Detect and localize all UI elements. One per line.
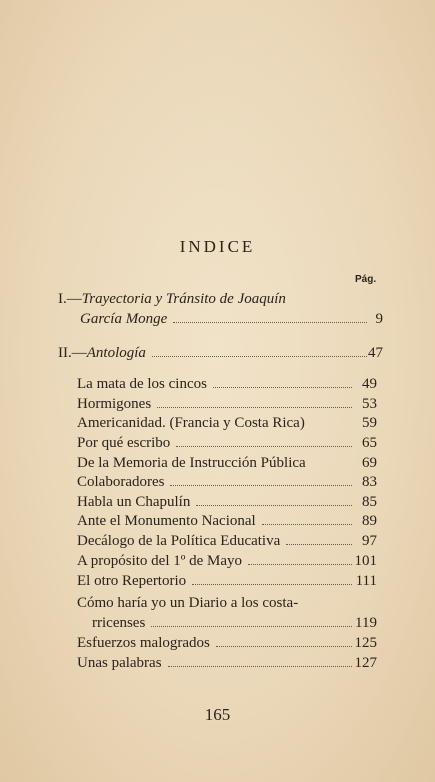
part-two-numeral: II.— <box>58 345 87 361</box>
dot-leader <box>286 544 352 545</box>
index-title: INDICE <box>179 237 256 256</box>
toc-entry-page: 125 <box>354 635 377 651</box>
toc-entry-label: Ante el Monumento Nacional <box>77 513 256 529</box>
dot-leader <box>192 584 352 585</box>
toc-entry-label: Por qué escribo <box>77 435 171 451</box>
dot-leader <box>262 524 352 525</box>
dot-leader <box>168 666 352 667</box>
toc-entry-page: 65 <box>362 435 377 451</box>
dot-leader <box>176 446 352 447</box>
toc-entry-label: Decálogo de la Política Educativa <box>77 533 281 549</box>
toc-entry-page: 127 <box>354 655 377 671</box>
toc-entry-label-line1: Cómo haría yo un Diario a los costa- <box>77 595 299 611</box>
dot-leader <box>216 646 352 647</box>
toc-entry-page: 49 <box>362 376 377 392</box>
dot-leader <box>196 505 352 506</box>
toc-entry-label-line2: rricenses <box>92 615 146 631</box>
toc-entry-page: 85 <box>362 494 377 510</box>
toc-entry-page: 53 <box>362 396 377 412</box>
toc-entry-label: Habla un Chapulín <box>77 494 191 510</box>
toc-entry-page: 97 <box>362 533 377 549</box>
part-two-page: 47 <box>368 345 383 361</box>
page-folio: 165 <box>204 705 231 724</box>
toc-entry-label: Esfuerzos malogrados <box>77 635 210 651</box>
dot-leader <box>151 626 352 627</box>
toc-entry-page: 83 <box>362 474 377 490</box>
toc-entry-page: 119 <box>355 615 377 631</box>
part-two-title: Antología <box>86 345 146 361</box>
toc-entry-label: Hormigones <box>77 396 152 412</box>
toc-entry-label: Unas palabras <box>77 655 162 671</box>
toc-entry-label: Colaboradores <box>77 474 165 490</box>
toc-entry-label: La mata de los cincos <box>77 376 207 392</box>
toc-entry-page: 89 <box>362 513 377 529</box>
dot-leader <box>248 564 352 565</box>
toc-entry-page: 101 <box>354 553 377 569</box>
dot-leader <box>170 485 352 486</box>
dot-leader <box>152 356 367 357</box>
toc-entry-label: Americanidad. (Francia y Costa Rica) <box>77 415 305 431</box>
part-one-title-line2: García Monge <box>80 311 168 327</box>
page-column-header: Pág. <box>355 274 377 285</box>
dot-leader <box>213 387 352 388</box>
toc-entry-page: 69 <box>362 455 377 471</box>
toc-entry-page: 111 <box>355 573 377 589</box>
dot-leader <box>157 407 352 408</box>
part-one-page: 9 <box>375 311 383 327</box>
toc-entry-label: A propósito del 1º de Mayo <box>77 553 243 569</box>
toc-entry-label: De la Memoria de Instrucción Pública <box>77 455 306 471</box>
toc-entry-label: El otro Repertorio <box>77 573 187 589</box>
toc-entry-page: 59 <box>362 415 377 431</box>
part-one-numeral: I.— <box>58 291 82 307</box>
dot-leader <box>173 322 367 323</box>
part-one-title-line1: Trayectoria y Tránsito de Joaquín <box>81 291 286 307</box>
